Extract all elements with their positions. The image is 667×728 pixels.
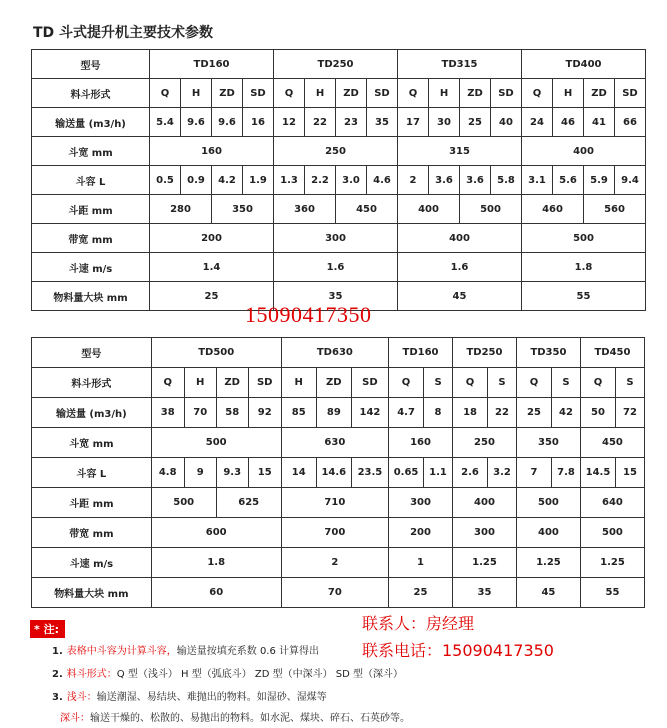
table-cell: Q bbox=[522, 79, 553, 108]
table-cell: 42 bbox=[552, 398, 581, 428]
table-cell: 3.0 bbox=[336, 166, 367, 195]
model-cell: TD250 bbox=[274, 50, 398, 79]
table-cell: 23.5 bbox=[351, 458, 388, 488]
table-cell: 14.5 bbox=[580, 458, 615, 488]
table-cell: 3.6 bbox=[429, 166, 460, 195]
max-lump-row bbox=[32, 578, 645, 608]
table-cell: Q bbox=[389, 368, 424, 398]
table-cell: 50 bbox=[580, 398, 615, 428]
table-cell: 300 bbox=[274, 224, 398, 253]
table-cell: 1.4 bbox=[150, 253, 274, 282]
table-cell: 46 bbox=[553, 108, 584, 137]
spec-table-1 bbox=[31, 49, 646, 311]
table-cell: 1.8 bbox=[151, 548, 281, 578]
model-cell: TD315 bbox=[398, 50, 522, 79]
table-cell: SD bbox=[367, 79, 398, 108]
table-cell: 25 bbox=[516, 398, 551, 428]
table-cell: 7 bbox=[516, 458, 551, 488]
model-cell: TD160 bbox=[150, 50, 274, 79]
row-label: 料斗形式 bbox=[32, 368, 152, 398]
table-cell: 23 bbox=[336, 108, 367, 137]
table-cell: 400 bbox=[522, 137, 646, 166]
table-cell: Q bbox=[150, 79, 181, 108]
table-cell: S bbox=[424, 368, 453, 398]
row-label: 型号 bbox=[32, 50, 150, 79]
table-cell: 38 bbox=[151, 398, 184, 428]
table-cell: 60 bbox=[151, 578, 281, 608]
table-cell: H bbox=[184, 368, 216, 398]
table-cell: S bbox=[552, 368, 581, 398]
table-cell: 9 bbox=[184, 458, 216, 488]
table-cell: 400 bbox=[516, 518, 580, 548]
table-cell: 500 bbox=[516, 488, 580, 518]
table-cell: 15 bbox=[248, 458, 281, 488]
table-cell: 4.6 bbox=[367, 166, 398, 195]
table-cell: 500 bbox=[460, 195, 522, 224]
note-4 bbox=[60, 709, 410, 724]
table-cell: SD bbox=[243, 79, 274, 108]
table-cell: ZD bbox=[336, 79, 367, 108]
table-cell: 25 bbox=[460, 108, 491, 137]
table-cell: 0.5 bbox=[150, 166, 181, 195]
table-cell: 200 bbox=[150, 224, 274, 253]
table-cell: 45 bbox=[516, 578, 580, 608]
table-cell: 72 bbox=[616, 398, 645, 428]
model-cell: TD400 bbox=[522, 50, 646, 79]
table-cell: 300 bbox=[452, 518, 516, 548]
table-cell: S bbox=[488, 368, 517, 398]
bucket-type-row bbox=[32, 79, 646, 108]
table-cell: 70 bbox=[281, 578, 388, 608]
bucket-width-row bbox=[32, 137, 646, 166]
table-cell: 4.2 bbox=[212, 166, 243, 195]
note-highlight: 料斗形式： bbox=[66, 669, 117, 680]
table-cell: 1.6 bbox=[274, 253, 398, 282]
table-cell: 2 bbox=[398, 166, 429, 195]
bucket-speed-row bbox=[32, 548, 645, 578]
table-cell: SD bbox=[351, 368, 388, 398]
table-cell: 500 bbox=[151, 428, 281, 458]
table-cell: 450 bbox=[580, 428, 644, 458]
notes-heading: * 注: bbox=[30, 620, 65, 638]
table-cell: 460 bbox=[522, 195, 584, 224]
table-cell: 160 bbox=[389, 428, 453, 458]
table-cell: 500 bbox=[522, 224, 646, 253]
note-text: Q 型（浅斗） H 型（弧底斗） ZD 型（中深斗） SD 型（深斗） bbox=[116, 669, 404, 680]
table-cell: S bbox=[616, 368, 645, 398]
note-1 bbox=[52, 642, 319, 657]
model-cell: TD250 bbox=[452, 338, 516, 368]
table-cell: 55 bbox=[580, 578, 644, 608]
table-cell: SD bbox=[615, 79, 646, 108]
capacity-row bbox=[32, 108, 646, 137]
table-cell: SD bbox=[248, 368, 281, 398]
row-label: 斗距 mm bbox=[32, 195, 150, 224]
table-cell: 22 bbox=[488, 398, 517, 428]
table-cell: H bbox=[181, 79, 212, 108]
table-cell: 66 bbox=[615, 108, 646, 137]
table-cell: 3.2 bbox=[488, 458, 517, 488]
note-text: 输送量按填充系数 0.6 计算得出 bbox=[176, 646, 320, 657]
bucket-volume-row bbox=[32, 166, 646, 195]
table-cell: 300 bbox=[389, 488, 453, 518]
model-cell: TD350 bbox=[516, 338, 580, 368]
note-2 bbox=[52, 665, 403, 680]
table-cell: 9.4 bbox=[615, 166, 646, 195]
table-cell: ZD bbox=[216, 368, 248, 398]
table-cell: 350 bbox=[516, 428, 580, 458]
table-cell: 400 bbox=[398, 195, 460, 224]
table-cell: 9.6 bbox=[181, 108, 212, 137]
model-cell: TD630 bbox=[281, 338, 388, 368]
table-cell: Q bbox=[274, 79, 305, 108]
note-highlight: 深斗： bbox=[60, 713, 90, 724]
table-cell: 250 bbox=[274, 137, 398, 166]
belt-width-row bbox=[32, 518, 645, 548]
table-cell: 25 bbox=[150, 282, 274, 311]
note-highlight: 浅斗： bbox=[66, 692, 97, 703]
table-cell: 17 bbox=[398, 108, 429, 137]
table-cell: SD bbox=[491, 79, 522, 108]
contact-name: 联系人：房经理 bbox=[362, 614, 475, 633]
table-cell: 2.6 bbox=[452, 458, 487, 488]
row-label: 斗速 m/s bbox=[32, 253, 150, 282]
note-number: 1. bbox=[52, 646, 63, 657]
table-cell: 58 bbox=[216, 398, 248, 428]
row-label: 带宽 mm bbox=[32, 518, 152, 548]
table-cell: 350 bbox=[212, 195, 274, 224]
contact-phone: 联系电话：15090417350 bbox=[362, 641, 554, 660]
table-cell: 4.7 bbox=[389, 398, 424, 428]
table-cell: ZD bbox=[584, 79, 615, 108]
bucket-pitch-row bbox=[32, 488, 645, 518]
table-cell: 1.3 bbox=[274, 166, 305, 195]
table-cell: 12 bbox=[274, 108, 305, 137]
table-cell: 8 bbox=[424, 398, 453, 428]
row-label: 物料量大块 mm bbox=[32, 578, 152, 608]
note-number: 2. bbox=[52, 669, 63, 680]
table-cell: Q bbox=[151, 368, 184, 398]
table-cell: 7.8 bbox=[552, 458, 581, 488]
table-cell: 1.25 bbox=[452, 548, 516, 578]
row-label: 斗容 L bbox=[32, 458, 152, 488]
table-cell: 9.3 bbox=[216, 458, 248, 488]
table-cell: 5.6 bbox=[553, 166, 584, 195]
note-3 bbox=[52, 688, 327, 703]
row-label: 输送量 (m3/h) bbox=[32, 398, 152, 428]
row-label: 型号 bbox=[32, 338, 152, 368]
table-cell: 200 bbox=[389, 518, 453, 548]
table-cell: 41 bbox=[584, 108, 615, 137]
table-cell: 280 bbox=[150, 195, 212, 224]
table-cell: ZD bbox=[460, 79, 491, 108]
table-cell: 500 bbox=[580, 518, 644, 548]
table-cell: H bbox=[429, 79, 460, 108]
table-cell: ZD bbox=[316, 368, 351, 398]
table-cell: 55 bbox=[522, 282, 646, 311]
table-cell: 1.25 bbox=[516, 548, 580, 578]
note-text: 输送干燥的、松散的、易抛出的物料。如水泥、煤块、碎石、石英砂等。 bbox=[90, 713, 410, 724]
table-cell: 0.65 bbox=[389, 458, 424, 488]
table-cell: ZD bbox=[212, 79, 243, 108]
table-cell: 15 bbox=[616, 458, 645, 488]
bucket-type-row bbox=[32, 368, 645, 398]
table-cell: 630 bbox=[281, 428, 388, 458]
table-cell: 24 bbox=[522, 108, 553, 137]
row-label: 斗宽 mm bbox=[32, 428, 152, 458]
table-cell: 35 bbox=[367, 108, 398, 137]
table-cell: 142 bbox=[351, 398, 388, 428]
model-cell: TD160 bbox=[389, 338, 453, 368]
table-cell: 400 bbox=[398, 224, 522, 253]
row-label: 料斗形式 bbox=[32, 79, 150, 108]
table-cell: 16 bbox=[243, 108, 274, 137]
table-cell: 3.6 bbox=[460, 166, 491, 195]
table-cell: 1.9 bbox=[243, 166, 274, 195]
table-cell: 92 bbox=[248, 398, 281, 428]
table-cell: 22 bbox=[305, 108, 336, 137]
table-cell: 625 bbox=[216, 488, 281, 518]
row-label: 斗距 mm bbox=[32, 488, 152, 518]
table-cell: 315 bbox=[398, 137, 522, 166]
row-label: 斗容 L bbox=[32, 166, 150, 195]
table-cell: 85 bbox=[281, 398, 316, 428]
bucket-speed-row bbox=[32, 253, 646, 282]
table-cell: 70 bbox=[184, 398, 216, 428]
row-label: 物料量大块 mm bbox=[32, 282, 150, 311]
table-cell: 450 bbox=[336, 195, 398, 224]
table-cell: 40 bbox=[491, 108, 522, 137]
table-cell: 640 bbox=[580, 488, 644, 518]
table-cell: 35 bbox=[452, 578, 516, 608]
bucket-volume-row bbox=[32, 458, 645, 488]
table-cell: H bbox=[305, 79, 336, 108]
table-cell: H bbox=[553, 79, 584, 108]
row-label: 斗速 m/s bbox=[32, 548, 152, 578]
table-cell: 700 bbox=[281, 518, 388, 548]
table-cell: 360 bbox=[274, 195, 336, 224]
row-label: 输送量 (m3/h) bbox=[32, 108, 150, 137]
table-cell: 1.8 bbox=[522, 253, 646, 282]
table-cell: Q bbox=[580, 368, 615, 398]
note-text: 输送潮湿、易结块、难抛出的物料。如湿砂、湿煤等 bbox=[96, 692, 327, 703]
table-cell: 14 bbox=[281, 458, 316, 488]
table-cell: 1.1 bbox=[424, 458, 453, 488]
table-cell: Q bbox=[452, 368, 487, 398]
row-label: 斗宽 mm bbox=[32, 137, 150, 166]
table-cell: 600 bbox=[151, 518, 281, 548]
capacity-row bbox=[32, 398, 645, 428]
spec-table-2 bbox=[31, 337, 645, 608]
table-cell: 5.4 bbox=[150, 108, 181, 137]
table-cell: 18 bbox=[452, 398, 487, 428]
table-cell: 30 bbox=[429, 108, 460, 137]
table-cell: 2 bbox=[281, 548, 388, 578]
table-cell: H bbox=[281, 368, 316, 398]
table-cell: 45 bbox=[398, 282, 522, 311]
bucket-pitch-row bbox=[32, 195, 646, 224]
table-cell: 5.9 bbox=[584, 166, 615, 195]
table-cell: 560 bbox=[584, 195, 646, 224]
table-cell: 14.6 bbox=[316, 458, 351, 488]
table-cell: 2.2 bbox=[305, 166, 336, 195]
note-highlight: 表格中斗容为计算斗容， bbox=[66, 646, 177, 657]
table-cell: 500 bbox=[151, 488, 216, 518]
table-cell: 160 bbox=[150, 137, 274, 166]
table-cell: Q bbox=[516, 368, 551, 398]
table-cell: 25 bbox=[389, 578, 453, 608]
model-row bbox=[32, 50, 646, 79]
bucket-width-row bbox=[32, 428, 645, 458]
page-title: TD 斗式提升机主要技术参数 bbox=[33, 25, 214, 41]
model-cell: TD500 bbox=[151, 338, 281, 368]
belt-width-row bbox=[32, 224, 646, 253]
table-cell: 89 bbox=[316, 398, 351, 428]
table-cell: 5.8 bbox=[491, 166, 522, 195]
phone-overlay: 15090417350 bbox=[245, 302, 372, 327]
table-cell: 0.9 bbox=[181, 166, 212, 195]
table-cell: 1.25 bbox=[580, 548, 644, 578]
row-label: 带宽 mm bbox=[32, 224, 150, 253]
table-cell: 1 bbox=[389, 548, 453, 578]
model-row bbox=[32, 338, 645, 368]
table-cell: 1.6 bbox=[398, 253, 522, 282]
note-number: 3. bbox=[52, 692, 63, 703]
table-cell: 400 bbox=[452, 488, 516, 518]
table-cell: 4.8 bbox=[151, 458, 184, 488]
table-cell: 250 bbox=[452, 428, 516, 458]
table-cell: 710 bbox=[281, 488, 388, 518]
table-cell: 9.6 bbox=[212, 108, 243, 137]
table-cell: 35 bbox=[274, 282, 398, 311]
table-cell: Q bbox=[398, 79, 429, 108]
table-cell: 3.1 bbox=[522, 166, 553, 195]
model-cell: TD450 bbox=[580, 338, 644, 368]
